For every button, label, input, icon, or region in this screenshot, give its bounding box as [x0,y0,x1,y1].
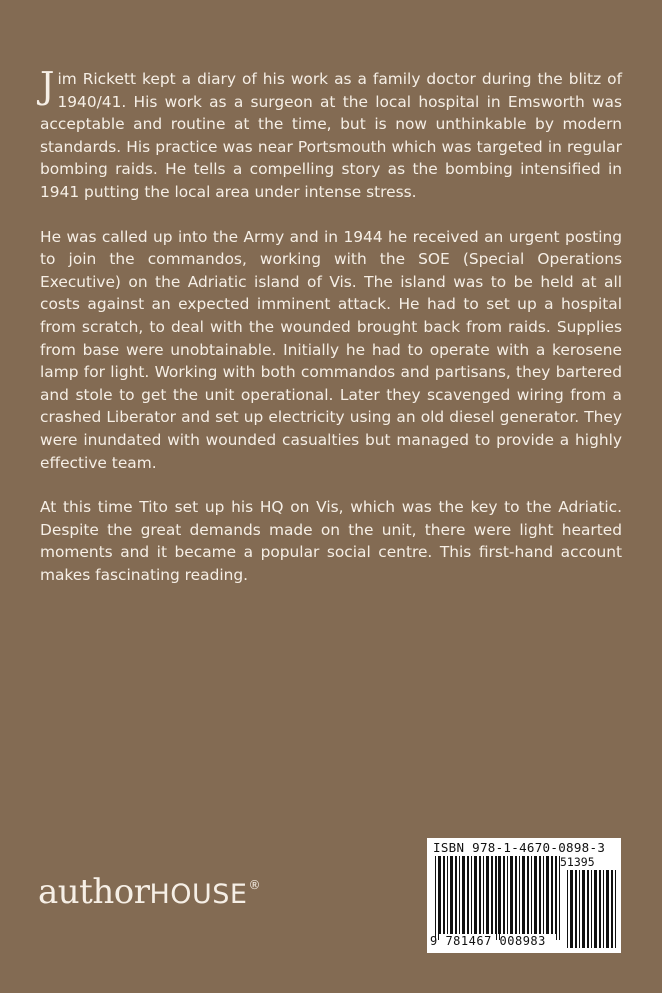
barcode-bar [515,856,517,934]
publisher-logo-house: HOUSE [149,879,248,910]
barcode-bar [615,870,616,948]
barcode-bar [534,856,537,934]
barcode-bar [455,856,457,934]
barcode-bar [579,870,580,948]
barcode-bar [546,856,549,934]
barcode-bar [519,856,520,934]
back-cover-blurb [40,68,622,608]
barcode-bar [447,856,448,934]
barcode-bar [575,870,577,948]
barcode-guard-bar [559,856,560,940]
barcode-bar [462,856,465,934]
barcode-bar [510,856,513,934]
barcode-bar [450,856,453,934]
barcode-bar [570,870,573,948]
registered-mark: ® [248,878,261,892]
barcode-bar [471,856,472,934]
barcode-guard-bar [556,856,557,940]
barcode-bar [503,856,505,934]
barcode-guard-bar [438,856,439,940]
blurb-paragraph-1-text: im Rickett kept a diary of his work as a family doctor during the blitz of 1940/41. His work as a surgeon at the local hospital in Emsworth was acceptable and routine at the time, but is now unthinkable by modern standards. His practice was near Portsmouth which was targeted in regular bombing raids. He tells a compelling story as the bombing intensified in 1941 putting the local area under intense stress. [40,70,622,201]
barcode-bar [486,856,489,934]
barcode-bar [539,856,541,934]
barcode-bar [551,856,553,934]
barcode-bar [495,856,496,934]
barcode-bar [491,856,493,934]
barcode-guard-bar [496,856,497,940]
barcode-bar [606,870,609,948]
drop-cap: J [40,66,55,107]
barcode-bar [555,856,556,934]
isbn-label: ISBN 978-1-4670-0898-3 [433,840,606,855]
barcode-bar [483,856,484,934]
barcode-bar [591,870,592,948]
barcode-bar [599,870,601,948]
barcode-bar [543,856,544,934]
blurb-paragraph-2: He was called up into the Army and in 1944 he received an urgent posting to join the commandos, working with the SOE (Special Operations Executive) on the Adriatic island of Vis. The island was to be held at all costs against an expected imminent attack. He had to set up a hospital from scratch, to deal with the wounded brought back from raids. Supplies from base were unobtainable. Initially he had to operate with a kerosene lamp for light. Working with both commandos and partisans, they bartered and stole to get the unit operational. Later they scavenged wiring from a crashed Liberator and set up electricity using an old diesel generator. They were inundated with wounded casualties but managed to provide a highly effective team. [40,227,622,472]
barcode-guard-bar [435,856,436,940]
publisher-logo [38,872,260,912]
barcode-bar [567,870,568,948]
isbn-barcode [427,838,621,953]
barcode-bar [527,856,529,934]
blurb-paragraph-1 [40,68,622,204]
barcode-bar [603,870,604,948]
barcode-bar [582,870,585,948]
barcode-bar [474,856,477,934]
barcode-bar [611,870,613,948]
barcode-bar [522,856,525,934]
price-code: 51395 [560,855,595,869]
barcode-bar [443,856,445,934]
barcode-bar [587,870,589,948]
barcode-guard-bar [499,856,500,940]
barcode-bar [594,870,597,948]
ean-digits: 9 781467 008983 [430,934,546,948]
barcode-bar [479,856,481,934]
blurb-paragraph-3: At this time Tito set up his HQ on Vis, which was the key to the Adriatic. Despite the great demands made on the unit, there were light hearted moments and it became a popular social centre. This first-hand account makes fascinating reading. [40,498,622,584]
barcode-bar [459,856,460,934]
barcode-bar [507,856,508,934]
barcode-bar [531,856,532,934]
barcode-bar [467,856,469,934]
publisher-logo-author: author [38,872,150,912]
